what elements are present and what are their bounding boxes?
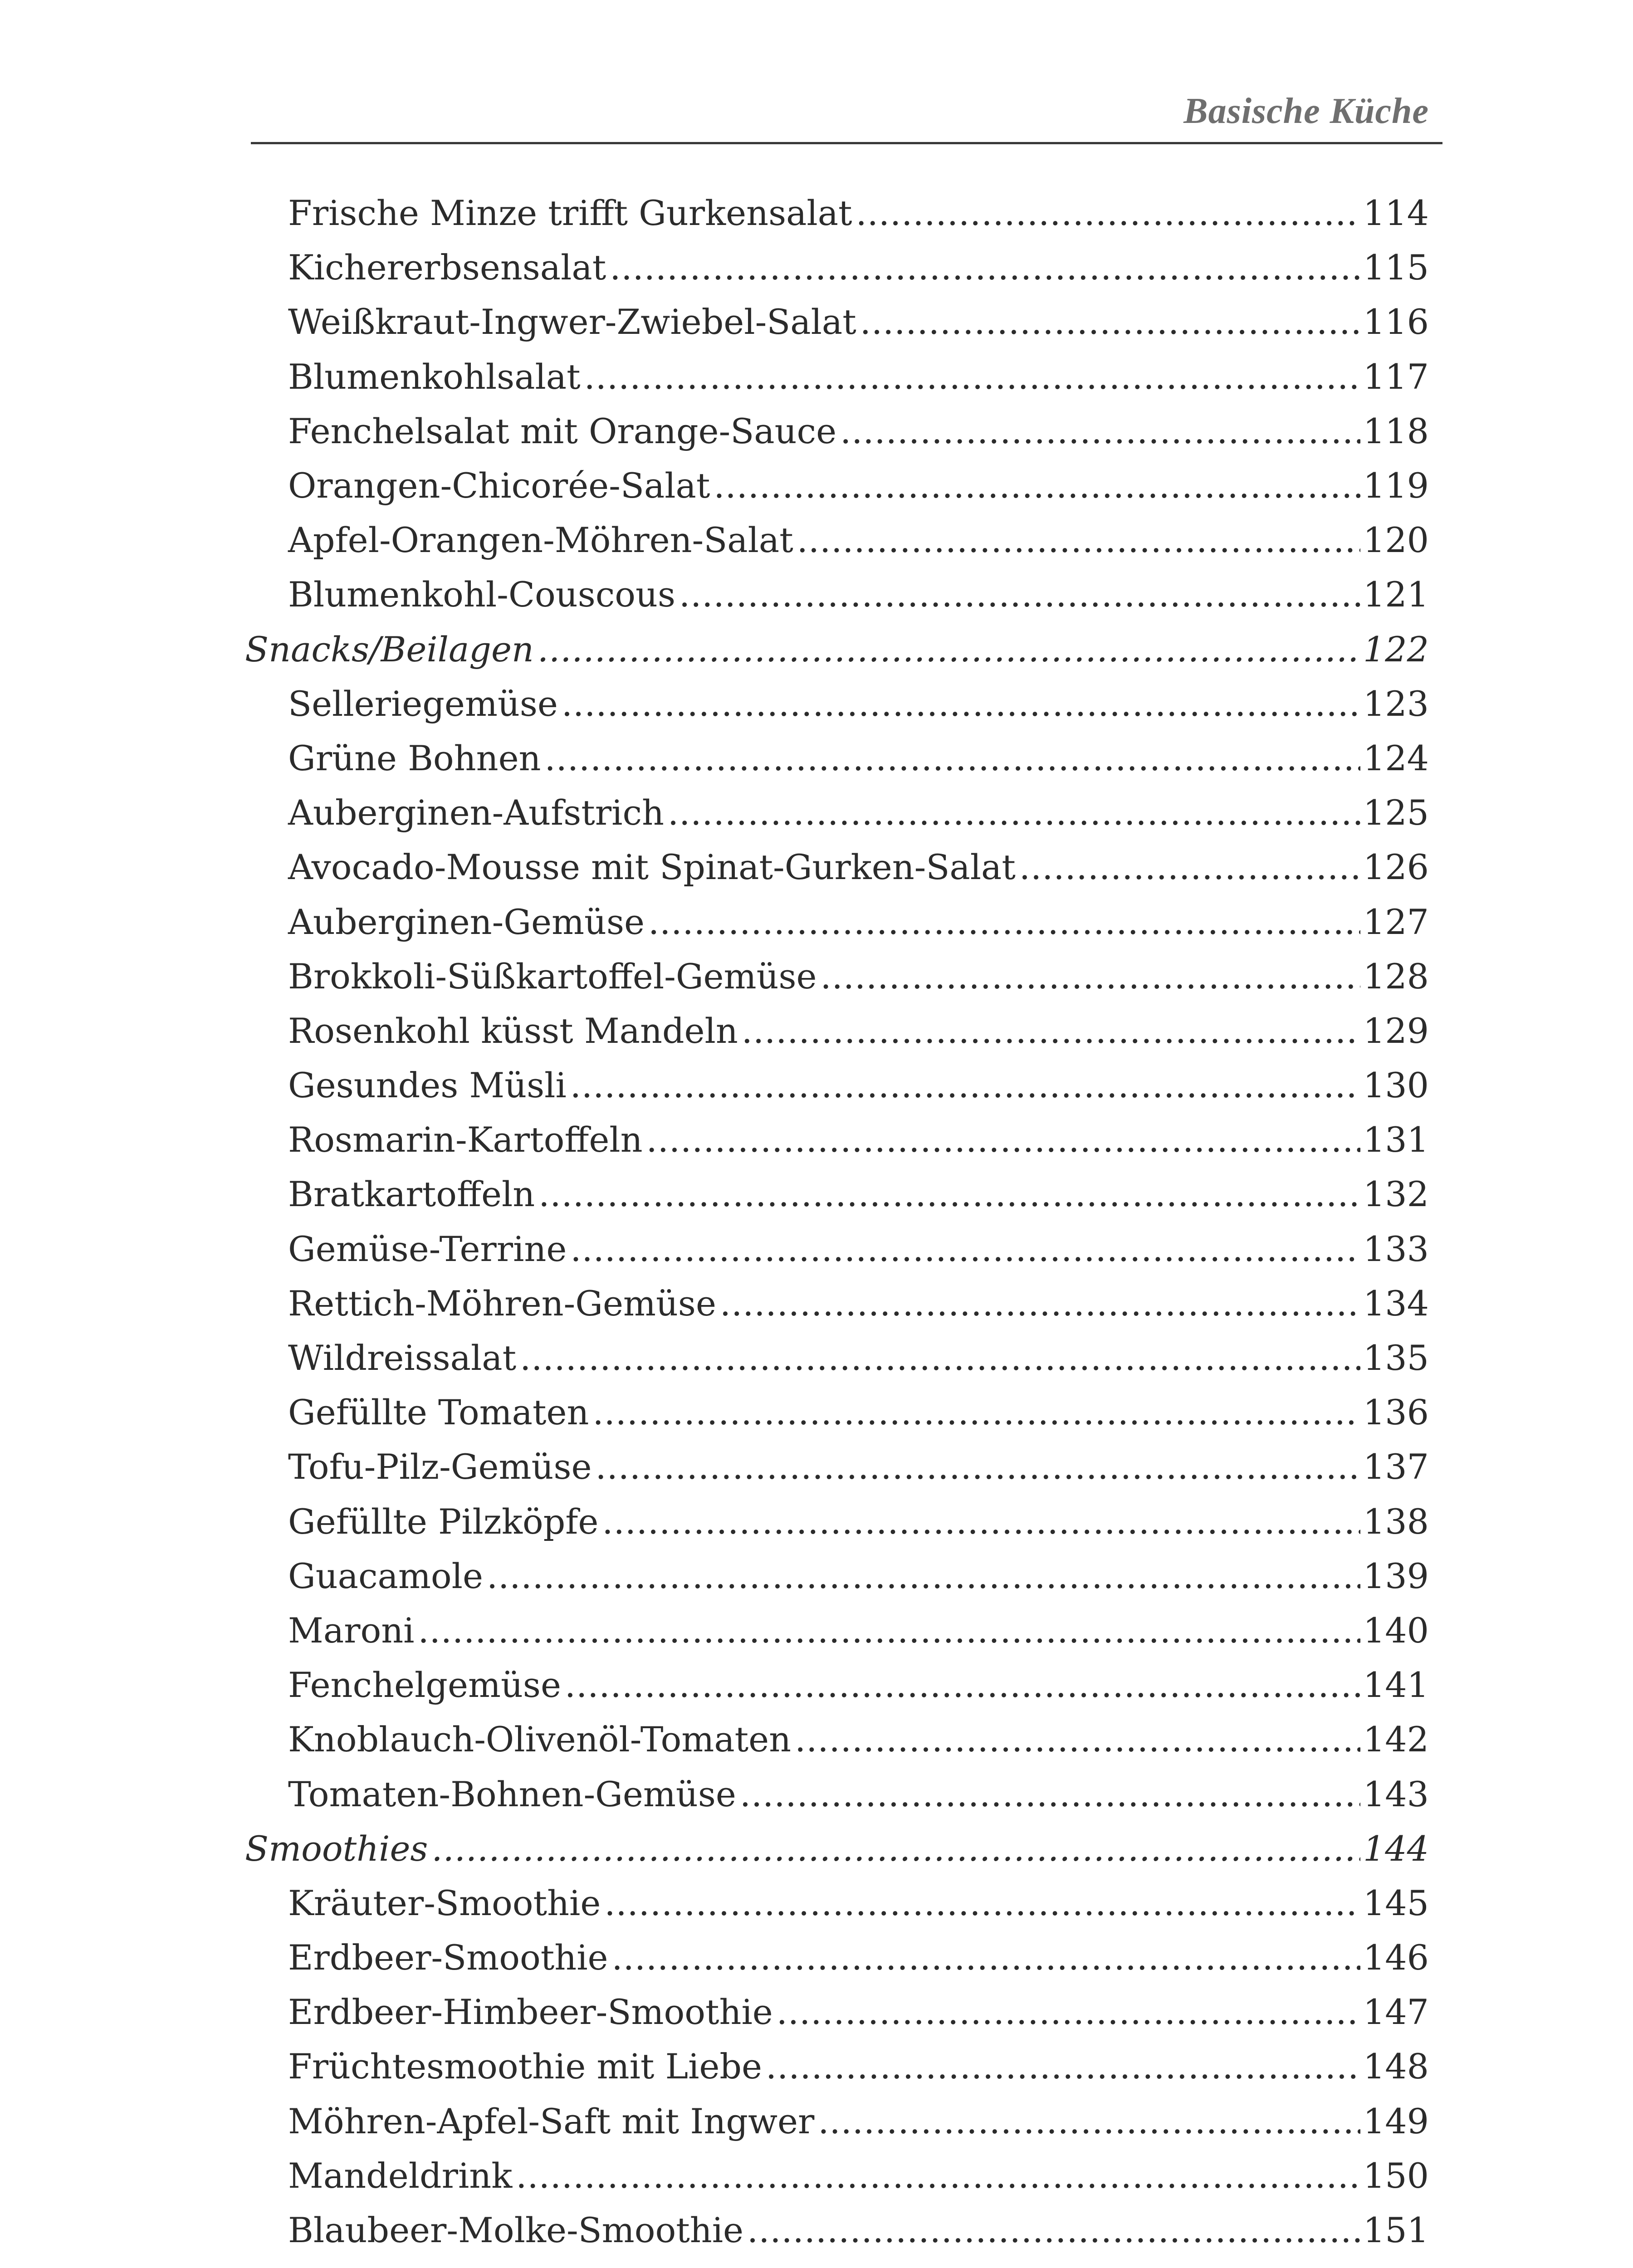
toc-dot-leader [545, 741, 1360, 776]
toc-dot-leader [720, 1286, 1360, 1321]
toc-entry-row [245, 1167, 1429, 1222]
toc-entry-title: Frische Minze trifft Gurkensalat [288, 193, 852, 234]
toc-entry-row [245, 295, 1429, 349]
toc-entry-row [245, 1712, 1429, 1767]
toc-entry-row [245, 2149, 1429, 2203]
toc-entry-row [245, 677, 1429, 731]
toc-entry-title: Selleriegemüse [288, 683, 558, 724]
toc-dot-leader [592, 1395, 1360, 1430]
toc-entry-title: Tomaten-Bohnen-Gemüse [288, 1774, 736, 1814]
toc-entry-title: Blumenkohlsalat [288, 356, 581, 397]
toc-dot-leader [516, 2159, 1360, 2193]
toc-entry-title: Brokkoli-Süßkartoffel-Gemüse [288, 956, 817, 997]
toc-page-number: 127 [1363, 901, 1429, 942]
toc-dot-leader [604, 1886, 1360, 1921]
toc-dot-leader [602, 1505, 1360, 1539]
toc-entry-title: Gefüllte Pilzköpfe [288, 1501, 599, 1542]
toc-dot-leader [766, 2049, 1360, 2084]
toc-entry-row [245, 1113, 1429, 1167]
toc-entry-title: Blaubeer-Molke-Smoothie [288, 2210, 744, 2251]
toc-entry-title: Rosenkohl küsst Mandeln [288, 1010, 738, 1051]
toc-page-number: 135 [1363, 1338, 1429, 1378]
toc-entry-title: Mandeldrink [288, 2155, 513, 2196]
toc-dot-leader [610, 250, 1360, 285]
toc-dot-leader [1019, 850, 1360, 885]
toc-page-number: 130 [1363, 1065, 1429, 1106]
toc-entry-row [245, 1658, 1429, 1712]
toc-entry-title: Erdbeer-Smoothie [288, 1937, 608, 1978]
toc-page-number: 138 [1363, 1501, 1429, 1542]
toc-page-number: 151 [1363, 2210, 1429, 2251]
toc-entry-title: Früchtesmoothie mit Liebe [288, 2046, 762, 2087]
toc-section-row [245, 1822, 1429, 1876]
toc-page-number: 147 [1363, 1992, 1429, 2033]
toc-entry-row [245, 350, 1429, 404]
toc-dot-leader [648, 905, 1360, 939]
toc-entry-title: Kräuter-Smoothie [288, 1882, 601, 1923]
toc-page-number: 136 [1363, 1392, 1429, 1433]
toc-dot-leader [584, 360, 1360, 394]
toc-section-title: Snacks/Beilagen [245, 629, 534, 670]
running-head-title: Basische Küche [1183, 91, 1429, 131]
toc-entry-title: Weißkraut-Ingwer-Zwiebel-Salat [288, 302, 856, 342]
toc-page-number: 129 [1363, 1010, 1429, 1051]
toc-entry-row [245, 240, 1429, 295]
toc-page-number: 134 [1363, 1283, 1429, 1324]
toc-dot-leader [595, 1450, 1360, 1484]
toc-page-number: 133 [1363, 1228, 1429, 1269]
toc-dot-leader [818, 2104, 1360, 2139]
toc-page-number: 132 [1363, 1174, 1429, 1215]
toc-page-number: 143 [1363, 1774, 1429, 1814]
toc-page-number: 141 [1363, 1665, 1429, 1706]
toc-page-number: 115 [1363, 247, 1429, 288]
toc-entry-row [245, 1385, 1429, 1440]
toc-entry-row [245, 786, 1429, 840]
toc-section-row [245, 622, 1429, 677]
toc-entry-row [245, 2203, 1429, 2258]
toc-page-number: 145 [1363, 1882, 1429, 1923]
toc-dot-leader [646, 1123, 1360, 1157]
toc-dot-leader [431, 1832, 1360, 1866]
toc-dot-leader [668, 796, 1360, 830]
toc-dot-leader [821, 959, 1360, 994]
toc-page-number: 117 [1363, 356, 1429, 397]
toc-dot-leader [740, 1777, 1360, 1812]
toc-entry-title: Maroni [288, 1610, 415, 1651]
toc-entry-row [245, 2094, 1429, 2149]
toc-entry-title: Auberginen-Gemüse [288, 901, 645, 942]
toc-entry-row [245, 513, 1429, 567]
toc-dot-leader [418, 1613, 1360, 1648]
toc-entry-row [245, 1004, 1429, 1058]
toc-entry-row [245, 1331, 1429, 1385]
toc-entry-title: Rettich-Möhren-Gemüse [288, 1283, 716, 1324]
toc-entry-row [245, 1058, 1429, 1113]
toc-page-number: 128 [1363, 956, 1429, 997]
toc-entry-title: Gesundes Müsli [288, 1065, 567, 1106]
toc-entry-title: Tofu-Pilz-Gemüse [288, 1447, 592, 1487]
toc-dot-leader [570, 1068, 1360, 1103]
toc-dot-leader [860, 305, 1360, 339]
toc-entry-title: Grüne Bohnen [288, 738, 541, 778]
toc-page-number: 121 [1363, 574, 1429, 615]
toc-entry-row [245, 1931, 1429, 1985]
toc-page-number: 140 [1363, 1610, 1429, 1651]
toc-entry-row [245, 1767, 1429, 1821]
toc-entry-title: Apfel-Orangen-Möhren-Salat [288, 520, 793, 561]
toc-entry-row [245, 1985, 1429, 2039]
toc-entry-row [245, 731, 1429, 786]
toc-entry-title: Bratkartoffeln [288, 1174, 535, 1215]
toc-dot-leader [747, 2213, 1360, 2248]
toc-entry-row [245, 404, 1429, 459]
toc-dot-leader [570, 1232, 1360, 1266]
toc-dot-leader [612, 1941, 1360, 1975]
toc-entry-row [245, 949, 1429, 1004]
toc-entry-title: Knoblauch-Olivenöl-Tomaten [288, 1719, 792, 1760]
toc-entry-row [245, 186, 1429, 240]
toc-entry-row [245, 1276, 1429, 1331]
toc-entry-row [245, 1603, 1429, 1658]
toc-entry-row [245, 840, 1429, 894]
toc-dot-leader [679, 577, 1360, 612]
toc-page-number: 131 [1363, 1119, 1429, 1160]
toc-entry-title: Fenchelsalat mit Orange-Sauce [288, 411, 837, 451]
toc-entry-row [245, 459, 1429, 513]
toc-page-number: 150 [1363, 2155, 1429, 2196]
toc-entry-title: Erdbeer-Himbeer-Smoothie [288, 1992, 773, 2033]
toc-entry-title: Gefüllte Tomaten [288, 1392, 589, 1433]
toc-entry-row [245, 2039, 1429, 2094]
toc-entry-title: Avocado-Mousse mit Spinat-Gurken-Salat [288, 847, 1016, 888]
toc-page-number: 114 [1363, 193, 1429, 234]
toc-dot-leader [840, 414, 1360, 449]
toc-entry-title: Gemüse-Terrine [288, 1228, 567, 1269]
toc-page-number: 118 [1363, 411, 1429, 451]
toc-page-number: 149 [1363, 2101, 1429, 2141]
toc-entry-title: Blumenkohl-Couscous [288, 574, 675, 615]
toc-dot-leader [797, 523, 1360, 557]
toc-entry-row [245, 894, 1429, 949]
toc-entry-row [245, 1440, 1429, 1494]
toc-entry-row [245, 1222, 1429, 1276]
toc-entry-title: Kichererbsensalat [288, 247, 606, 288]
toc-dot-leader [742, 1014, 1360, 1048]
toc-entry-title: Guacamole [288, 1555, 483, 1596]
toc-page-number: 126 [1363, 847, 1429, 888]
toc-page-number: 148 [1363, 2046, 1429, 2087]
toc-entry-row [245, 567, 1429, 622]
toc-dot-leader [856, 196, 1360, 230]
toc-page-number: 144 [1363, 1828, 1429, 1869]
toc-page-number: 116 [1363, 302, 1429, 342]
toc-entry-row [245, 1495, 1429, 1549]
toc-entry-title: Wildreissalat [288, 1338, 517, 1378]
toc-dot-leader [795, 1722, 1360, 1757]
toc-entry-title: Rosmarin-Kartoffeln [288, 1119, 643, 1160]
toc-page-number: 146 [1363, 1937, 1429, 1978]
toc-page-number: 119 [1363, 465, 1429, 506]
toc-page-number: 142 [1363, 1719, 1429, 1760]
toc-page-number: 123 [1363, 683, 1429, 724]
toc-dot-leader [777, 1995, 1360, 2029]
toc-entry-title: Orangen-Chicorée-Salat [288, 465, 710, 506]
toc-page-number: 125 [1363, 792, 1429, 833]
toc-section-title: Smoothies [245, 1828, 428, 1869]
toc-dot-leader [487, 1559, 1360, 1593]
toc-entry-title: Auberginen-Aufstrich [288, 792, 664, 833]
toc-entry-row [245, 1876, 1429, 1931]
toc-dot-leader [538, 1177, 1360, 1212]
toc-dot-leader [520, 1341, 1360, 1375]
toc-page-number: 120 [1363, 520, 1429, 561]
toc-entry-row [245, 1549, 1429, 1603]
toc-page-number: 122 [1363, 629, 1429, 670]
toc-dot-leader [538, 632, 1360, 667]
toc-dot-leader [562, 687, 1360, 721]
header-rule [251, 142, 1442, 144]
toc-entry-title: Fenchelgemüse [288, 1665, 561, 1706]
toc-entry-title: Möhren-Apfel-Saft mit Ingwer [288, 2101, 815, 2141]
toc-page-number: 139 [1363, 1555, 1429, 1596]
toc-dot-leader [714, 469, 1360, 503]
toc-page-number: 124 [1363, 738, 1429, 778]
toc-dot-leader [565, 1668, 1360, 1702]
table-of-contents [245, 186, 1429, 2258]
toc-page-number: 137 [1363, 1447, 1429, 1487]
